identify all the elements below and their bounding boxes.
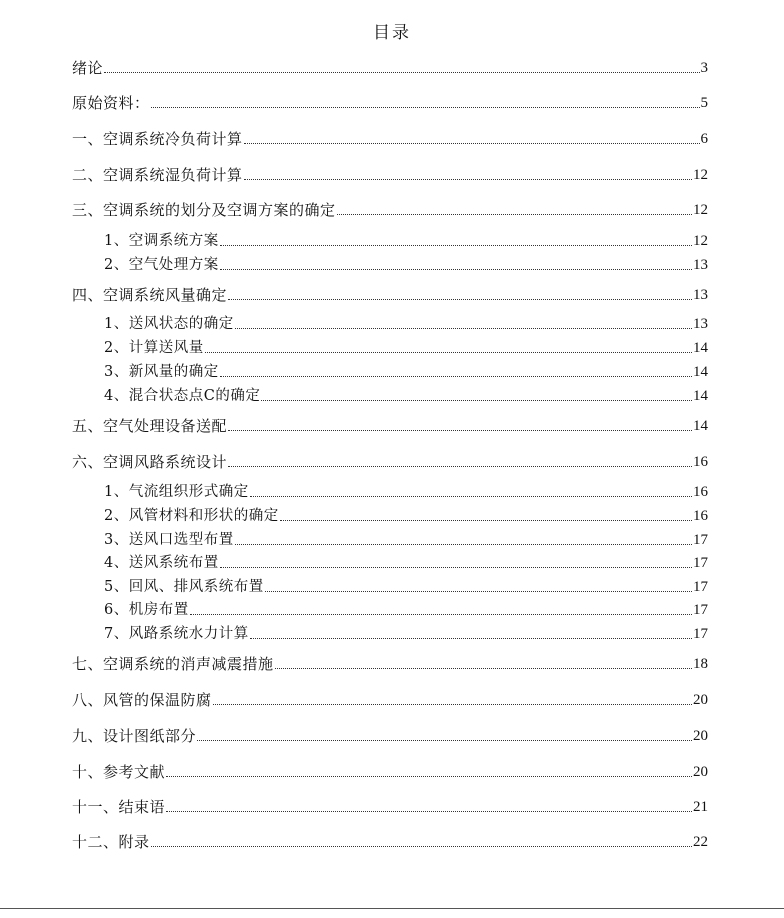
toc-entry-chapter-7[interactable] bbox=[72, 651, 708, 673]
toc-entry-page: 20 bbox=[693, 728, 708, 744]
toc-entry-section-4-1[interactable] bbox=[104, 311, 708, 333]
dot-leader bbox=[265, 591, 692, 592]
dot-leader bbox=[197, 740, 692, 741]
dot-leader bbox=[104, 72, 699, 73]
toc-entry-intro[interactable] bbox=[72, 55, 708, 77]
toc-entry-label: 4、混合状态点C的确定 bbox=[104, 388, 261, 404]
toc-entry-page: 12 bbox=[693, 167, 708, 183]
toc-entry-chapter-5[interactable] bbox=[72, 413, 708, 435]
toc-entry-chapter-3[interactable] bbox=[72, 197, 708, 219]
toc-entry-label: 原始资料： bbox=[72, 94, 150, 112]
toc-entry-page: 16 bbox=[693, 454, 708, 470]
toc-entry-section-4-2[interactable] bbox=[104, 335, 708, 357]
toc-entry-label: 3、送风口选型布置 bbox=[104, 532, 234, 548]
toc-entry-section-4-3[interactable] bbox=[104, 359, 708, 381]
toc-entry-page: 14 bbox=[693, 340, 708, 356]
toc-entry-label: 7、风路系统水力计算 bbox=[104, 626, 249, 642]
dot-leader bbox=[250, 496, 692, 497]
dot-leader bbox=[235, 544, 692, 545]
dot-leader bbox=[275, 668, 692, 669]
toc-entry-section-3-2[interactable] bbox=[104, 252, 708, 274]
toc-entry-section-6-2[interactable] bbox=[104, 503, 708, 525]
toc-entry-section-6-6[interactable] bbox=[104, 597, 708, 619]
toc-entry-label: 三、空调系统的划分及空调方案的确定 bbox=[72, 201, 336, 219]
dot-leader bbox=[190, 614, 692, 615]
dot-leader bbox=[220, 269, 692, 270]
toc-entry-chapter-2[interactable] bbox=[72, 162, 708, 184]
toc-entry-page: 14 bbox=[693, 364, 708, 380]
toc-entry-page: 3 bbox=[700, 60, 708, 76]
dot-leader bbox=[228, 466, 692, 467]
dot-leader bbox=[228, 299, 692, 300]
toc-entry-page: 12 bbox=[693, 202, 708, 218]
toc-entry-section-6-1[interactable] bbox=[104, 479, 708, 501]
toc-entry-label: 七、空调系统的消声减震措施 bbox=[72, 655, 274, 673]
toc-entry-label: 3、新风量的确定 bbox=[104, 364, 219, 380]
toc-entry-label: 十、参考文献 bbox=[72, 763, 166, 781]
toc-entry-label: 四、空调系统风量确定 bbox=[72, 286, 228, 304]
toc-entry-chapter-9[interactable] bbox=[72, 723, 708, 745]
dot-leader bbox=[213, 704, 692, 705]
dot-leader bbox=[220, 567, 692, 568]
dot-leader bbox=[280, 520, 692, 521]
toc-entry-source-data[interactable] bbox=[72, 90, 708, 112]
toc-entry-label: 十二、附录 bbox=[72, 833, 150, 851]
toc-entry-label: 6、机房布置 bbox=[104, 602, 189, 618]
toc-entry-label: 4、送风系统布置 bbox=[104, 555, 219, 571]
toc-entry-page: 21 bbox=[693, 799, 708, 815]
toc-entry-page: 17 bbox=[693, 579, 708, 595]
toc-entry-label: 六、空调风路系统设计 bbox=[72, 453, 228, 471]
toc-entry-page: 16 bbox=[693, 508, 708, 524]
toc-entry-label: 五、空气处理设备送配 bbox=[72, 417, 228, 435]
toc-entry-label: 八、风管的保温防腐 bbox=[72, 691, 212, 709]
toc-entry-chapter-6[interactable] bbox=[72, 449, 708, 471]
dot-leader bbox=[151, 107, 700, 108]
toc-entry-page: 17 bbox=[693, 602, 708, 618]
toc-entry-label: 绪论 bbox=[72, 59, 104, 77]
toc-entry-page: 12 bbox=[693, 233, 708, 249]
toc-entry-page: 20 bbox=[693, 764, 708, 780]
toc-entry-label: 十一、结束语 bbox=[72, 798, 166, 816]
toc-entry-page: 13 bbox=[693, 257, 708, 273]
toc-entry-page: 16 bbox=[693, 484, 708, 500]
toc-entry-page: 22 bbox=[693, 834, 708, 850]
toc-entry-section-6-7[interactable] bbox=[104, 621, 708, 643]
toc-entry-label: 2、计算送风量 bbox=[104, 340, 204, 356]
toc-entry-label: 1、送风状态的确定 bbox=[104, 316, 234, 332]
toc-entry-page: 6 bbox=[700, 131, 708, 147]
toc-entry-section-6-3[interactable] bbox=[104, 527, 708, 549]
dot-leader bbox=[220, 245, 692, 246]
toc-entry-label: 2、空气处理方案 bbox=[104, 257, 219, 273]
toc-entry-page: 18 bbox=[693, 656, 708, 672]
toc-entry-page: 13 bbox=[693, 287, 708, 303]
toc-entry-page: 5 bbox=[700, 95, 708, 111]
dot-leader bbox=[250, 638, 692, 639]
toc-entry-label: 一、空调系统冷负荷计算 bbox=[72, 130, 243, 148]
toc-entry-chapter-1[interactable] bbox=[72, 126, 708, 148]
toc-entry-chapter-12[interactable] bbox=[72, 829, 708, 851]
dot-leader bbox=[235, 328, 692, 329]
dot-leader bbox=[244, 143, 700, 144]
toc-entry-section-6-4[interactable] bbox=[104, 550, 708, 572]
dot-leader bbox=[244, 179, 692, 180]
toc-entry-page: 17 bbox=[693, 532, 708, 548]
toc-entry-page: 20 bbox=[693, 692, 708, 708]
toc-entry-page: 13 bbox=[693, 316, 708, 332]
toc-entry-label: 1、气流组织形式确定 bbox=[104, 484, 249, 500]
toc-entry-page: 14 bbox=[693, 418, 708, 434]
dot-leader bbox=[228, 430, 692, 431]
toc-entry-label: 二、空调系统湿负荷计算 bbox=[72, 166, 243, 184]
toc-entry-section-6-5[interactable] bbox=[104, 574, 708, 596]
toc-entry-chapter-10[interactable] bbox=[72, 759, 708, 781]
toc-entry-chapter-4[interactable] bbox=[72, 282, 708, 304]
toc-entry-section-3-1[interactable] bbox=[104, 228, 708, 250]
dot-leader bbox=[151, 846, 692, 847]
dot-leader bbox=[220, 376, 692, 377]
toc-entry-label: 九、设计图纸部分 bbox=[72, 727, 197, 745]
page-bottom-rule bbox=[0, 908, 784, 909]
toc-entry-label: 5、回风、排风系统布置 bbox=[104, 579, 264, 595]
toc-entry-section-4-4[interactable] bbox=[104, 383, 708, 405]
toc-entry-page: 14 bbox=[693, 388, 708, 404]
dot-leader bbox=[261, 400, 692, 401]
toc-entry-chapter-11[interactable] bbox=[72, 794, 708, 816]
toc-entry-page: 17 bbox=[693, 626, 708, 642]
toc-entry-page: 17 bbox=[693, 555, 708, 571]
dot-leader bbox=[166, 776, 692, 777]
dot-leader bbox=[337, 214, 692, 215]
toc-entry-label: 2、风管材料和形状的确定 bbox=[104, 508, 279, 524]
toc-entry-chapter-8[interactable] bbox=[72, 687, 708, 709]
page-title: 目录 bbox=[373, 23, 411, 43]
dot-leader bbox=[205, 352, 692, 353]
toc-entry-label: 1、空调系统方案 bbox=[104, 233, 219, 249]
dot-leader bbox=[166, 811, 692, 812]
